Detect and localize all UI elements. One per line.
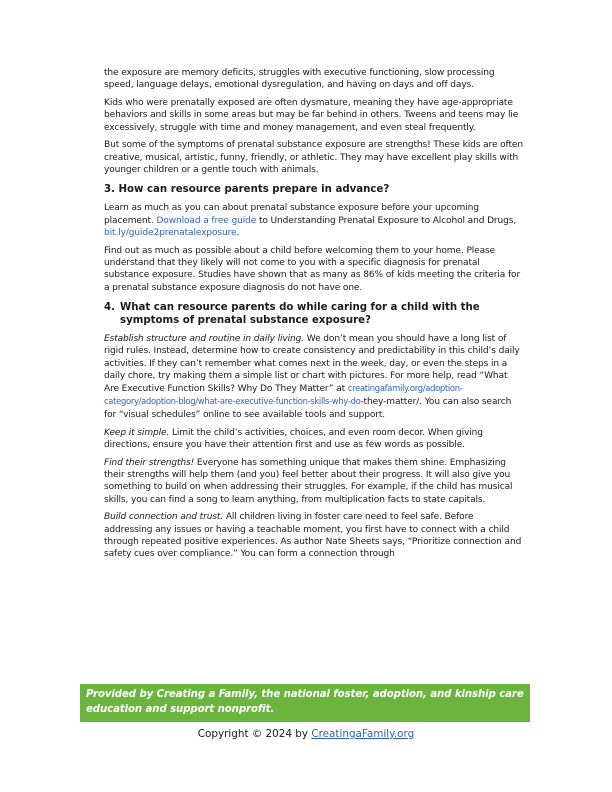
intro-paragraph-2: Kids who were prenatally exposed are often dysmature, meaning they have age-appropriate behaviors and skills in some areas but may be far behind in others. Tweens and teens may lie excessively, struggle with time and money management, and even steal frequently.: [104, 98, 519, 133]
intro-paragraph-1: the exposure are memory deficits, struggles with executive functioning, slow processing speed, language delays, emotional dysregulation, and having on days and off days.: [104, 68, 495, 91]
section-3-paragraph-2: Find out as much as possible about a child before welcoming them to your home. Please understand that they likely will not come to you with a specific diagnosis for prenatal substance exposure. Studies have shown that as many as 86% of kids meeting the criteria for a prenatal substance exposure diagnosis do not have one.: [104, 245, 521, 293]
text: Learn as much as you can about prenatal substance exposure before your upcoming placement.: [104, 203, 479, 226]
text: .: [236, 227, 240, 238]
intro-paragraph-3: But some of the symptoms of prenatal substance exposure are strengths! These kids are often creative, musical, artistic, funny, friendly, or athletic. They may have excellent play skills with younger children or a gentle touch with animals.: [104, 140, 523, 176]
section-4-number: 4.: [104, 301, 115, 313]
section-4-paragraph-4: [104, 511, 524, 560]
section-3-heading: 3. How can resource parents prepare in advance?: [104, 184, 390, 196]
prenatal-guide-link[interactable]: bit.ly/guide2prenatalexposure: [104, 227, 237, 238]
copyright-line: [0, 728, 612, 740]
lead-phrase: Find their strengths!: [104, 457, 195, 468]
section-3-paragraph-1: [104, 202, 524, 239]
footer-banner: [80, 684, 530, 722]
text: Everyone has something unique that makes them shine. Emphasizing their strengths will help them (and you) feel better about their progress. It will also give you something to build on when addressing their struggles. For example, if the child has musical skills, you can find a song to learn anything, from multiplication facts to state capitals.: [104, 457, 513, 505]
copyright-prefix: Copyright © 2024 by: [197, 728, 312, 740]
footer-banner-text: Provided by Creating a Family, the national foster, adoption, and kinship care education and support nonprofit.: [86, 689, 524, 715]
lead-phrase: Establish structure and routine in daily living.: [104, 333, 305, 344]
text: We don’t mean you should have a long list of rigid rules. Instead, determine how to create consistency and predictability in this child’s daily activities. If they can’t remember what comes next in the week, day, or even the steps in a daily chore, try making them a simple list or chart with pictures. For more help, read “What Are Executive Function Skills? Why Do They Matter” at: [104, 333, 520, 395]
section-4-paragraph-2: [104, 427, 524, 452]
text: All children living in foster care need to feel safe. Before addressing any issues or having a teachable moment, you first have to connect with a child through repeated positive experiences. As author Nate Sheets says, “Prioritize connection and safety cues over compliance.” You can form a connection through: [104, 512, 522, 560]
lead-phrase: Keep it simple.: [104, 427, 170, 438]
section-4-paragraph-1: [104, 333, 524, 421]
section-4-heading: [104, 301, 524, 327]
text: Limit the child’s activities, choices, and even room decor. When giving directions, ensure you have their attention first and use as few words as possible.: [104, 427, 483, 450]
section-4-paragraph-3: [104, 457, 524, 506]
text: to Understanding Prenatal Exposure to Alcohol and Drugs,: [256, 215, 517, 226]
lead-phrase: Build connection and trust.: [104, 512, 224, 523]
creatingafamily-link[interactable]: CreatingaFamily.org: [311, 728, 415, 740]
text: -they-matter/. You can also search for “visual schedules” online to see available tools and support.: [104, 397, 512, 420]
document-body: [104, 67, 524, 566]
executive-function-link[interactable]: creatingafamily.org/adoption-category/adoption-blog/what-are-executive-function-skills-why-do: [104, 383, 463, 407]
section-4-heading-text: What can resource parents do while caring for a child with the symptoms of prenatal substance exposure?: [120, 301, 480, 326]
free-guide-link[interactable]: Download a free guide: [156, 215, 257, 226]
